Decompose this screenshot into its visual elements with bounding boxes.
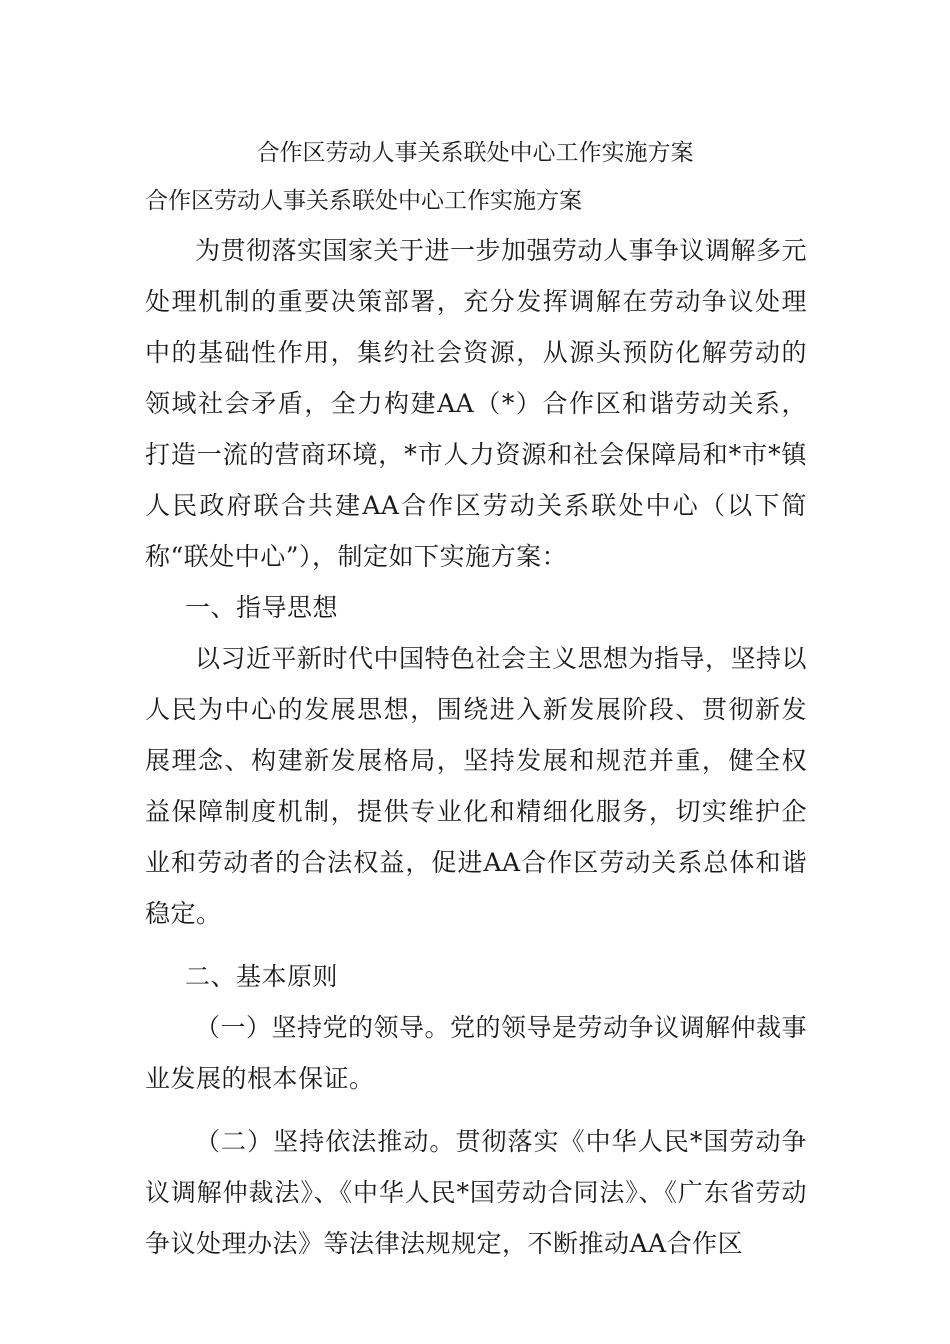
intro-paragraph: 为贯彻落实国家关于进一步加强劳动人事争议调解多元处理机制的重要决策部署，充分发挥调解在劳动争议处理中的基础性作用，集约社会资源，从源头预防化解劳动的领域社会矛盾，全力构建AA（*）合作区和谐劳动关系，打造一流的营商环境，*市人力资源和社会保障局和*市*镇人民政府联合共建AA合作区劳动关系联处中心（以下简称“联处中心”），制定如下实施方案： <box>145 236 808 571</box>
item-spacer <box>145 1104 807 1116</box>
guiding-ideology-paragraph: 以习近平新时代中国特色社会主义思想为指导，坚持以人民为中心的发展思想，围绕进入新发展阶段、贯彻新发展理念、构建新发展格局，坚持发展和规范并重，健全权益保障制度机制，提供专业化和精细化服务，切实维护企业和劳动者的合法权益，促进AA合作区劳动关系总体和谐稳定。 <box>145 644 808 928</box>
section-heading-basic-principles: 二、基本原则 <box>185 962 339 991</box>
document-body <box>145 225 807 1269</box>
section-spacer <box>145 939 807 951</box>
page-title: 合作区劳动人事关系联处中心工作实施方案 <box>256 140 694 166</box>
document-subtitle: 合作区劳动人事关系联处中心工作实施方案 <box>145 188 582 214</box>
section-heading-guiding-ideology: 一、指导思想 <box>185 593 339 622</box>
principle-item-2: （二）坚持依法推动。贯彻落实《中华人民*国劳动争议调解仲裁法》、《中华人民*国劳动合同法》、《广东省劳动争议处理办法》等法律法规规定，不断推动AA合作区 <box>145 1127 807 1258</box>
principle-item-1: （一）坚持党的领导。党的领导是劳动争议调解仲裁事业发展的根本保证。 <box>145 1013 808 1093</box>
